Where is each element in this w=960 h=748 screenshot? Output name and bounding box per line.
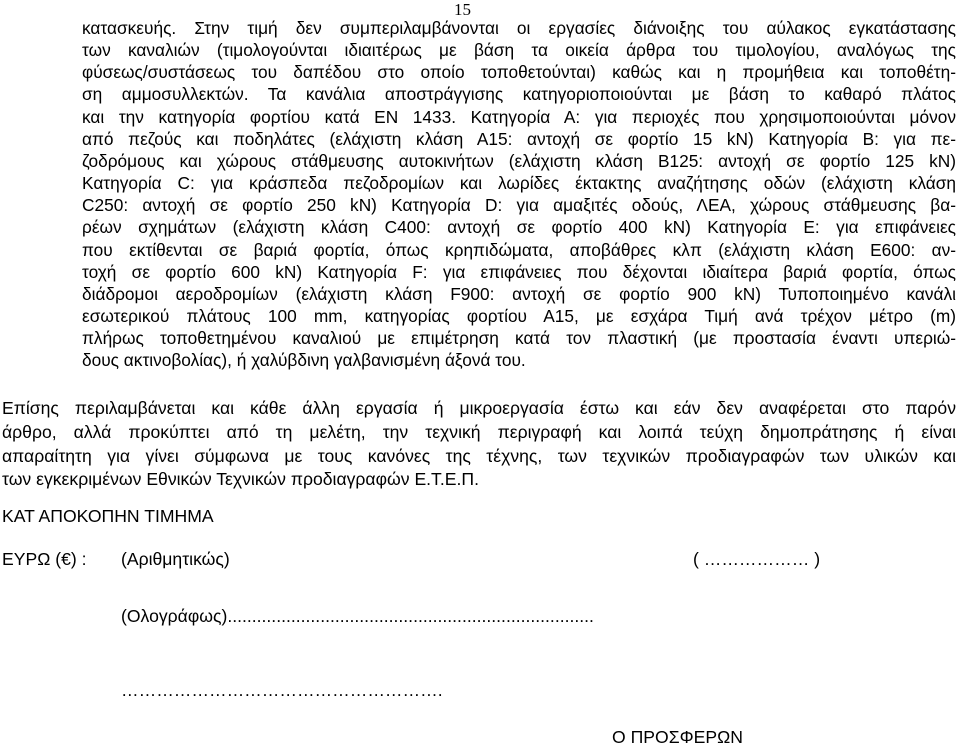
page-number: 15 (454, 0, 471, 19)
paragraph-line: ζοδρόμους και χώρους στάθμευσης αυτοκινήτων (ελάχιστη κλάση Β125: αντοχή σε φορτίο 125 kN) (82, 150, 956, 171)
paragraph-line: απαραίτητη για γίνει σύμφωνα με τους κανόνες της τέχνης, των τεχνικών προδιαγραφών των υλικών και (2, 445, 956, 466)
paragraph-line: των εγκεκριμένων Εθνικών Τεχνικών προδιαγραφών Ε.Τ.Ε.Π. (2, 469, 479, 490)
paragraph-line: ση αμμοσυλλεκτών. Τα κανάλια αποστράγγισης κατηγοριοποιούνται με βάση το καθαρό πλάτος (82, 84, 956, 105)
paragraph-line: εσωτερικού πλάτους 100 mm, κατηγορίας φορτίου Α15, με εσχάρα Τιμή ανά τρέχον μέτρο (m) (82, 306, 956, 327)
paragraph-line: και την κατηγορία φορτίου κατά ΕΝ 1433. Κατηγορία Α: για περιοχές που χρησιμοποιούνται μόνον (82, 106, 956, 127)
specification-paragraph (82, 17, 956, 372)
paragraph-line: διάδρομοι αεροδρομίων (ελάχιστη κλάση F900: αντοχή σε φορτίο 900 kN) Τυποποιημένο κανάλι (82, 283, 956, 304)
paragraph-line: κατασκευής. Στην τιμή δεν συμπεριλαμβάνονται οι εργασίες διάνοιξης του αύλακος εγκατάστασης (82, 18, 956, 38)
paragraph-line: δους ακτινοβολίας), ή χαλύβδινη γαλβανισμένη άξονά του. (82, 350, 526, 371)
paragraph-line: Κατηγορία C: για κράσπεδα πεζοδρομίων και λωρίδες έκτακτης αναζήτησης οδών (ελάχιστη κλάση (82, 173, 956, 194)
paragraph-line: πλήρως τοποθετημένου καναλιού με επιμέτρηση κατά τον πλαστική (με προστασία έναντι υπεριώ- (82, 328, 956, 349)
signatory-label: Ο ΠΡΟΣΦΕΡΩΝ (612, 727, 743, 747)
paragraph-line: άρθρο, αλλά προκύπτει από τη μελέτη, την τεχνική περιγραφή και λοιπά τεύχη δημοπράτησης ή είναι (2, 421, 956, 442)
paragraph-line: φύσεως/συστάσεως του δαπέδου στο οποίο τοποθετούνται) καθώς και η προμήθεια και τοποθέτη- (82, 62, 956, 83)
price-section-title: ΚΑΤ ΑΠΟΚΟΠΗΝ ΤΙΜΗΜΑ (2, 506, 214, 526)
numeric-amount-label: (Αριθμητικώς) (121, 549, 230, 569)
general-paragraph (2, 397, 956, 492)
paragraph-line: που εκτίθενται σε βαριά φορτία, όπως κρηπιδώματα, αποβάθρες κλπ (ελάχιστη κλάση Ε600: αν- (82, 239, 956, 260)
paragraph-line: Επίσης περιλαμβάνεται και κάθε άλλη εργασία ή μικροεργασία έστω και εάν δεν αναφέρεται στο παρόν (2, 398, 956, 418)
paragraph-line: των καναλιών (τιμολογούνται ιδιαιτέρως με βάση τα οικεία άρθρα του τιμολογίου, αναλόγως της (82, 40, 956, 61)
paragraph-line: από πεζούς και ποδηλάτες (ελάχιστη κλάση Α15: αντοχή σε φορτίο 15 kN) Κατηγορία Β: για πε- (82, 128, 956, 149)
numeric-amount-field[interactable]: ( ……………… ) (693, 549, 821, 569)
paragraph-line: ρέων σχημάτων (ελάχιστη κλάση C400: αντοχή σε φορτίο 400 kN) Κατηγορία Ε: για επιφάνειες (82, 217, 956, 238)
paragraph-line: C250: αντοχή σε φορτίο 250 kN) Κατηγορία D: για αμαξιτές οδούς, ΛΕΑ, χώρους στάθμευσης βα- (82, 195, 956, 216)
amount-in-words-continuation[interactable]: ………………………………………………. (121, 680, 443, 700)
currency-label: ΕΥΡΩ (€) : (2, 549, 87, 569)
amount-in-words-field[interactable]: (Ολογράφως)........................................................................... (121, 606, 594, 626)
paragraph-line: τοχή σε φορτίο 600 kN) Κατηγορία F: για επιφάνειες που δέχονται ιδιαίτερα βαριά φορτία, όπως (82, 261, 956, 282)
